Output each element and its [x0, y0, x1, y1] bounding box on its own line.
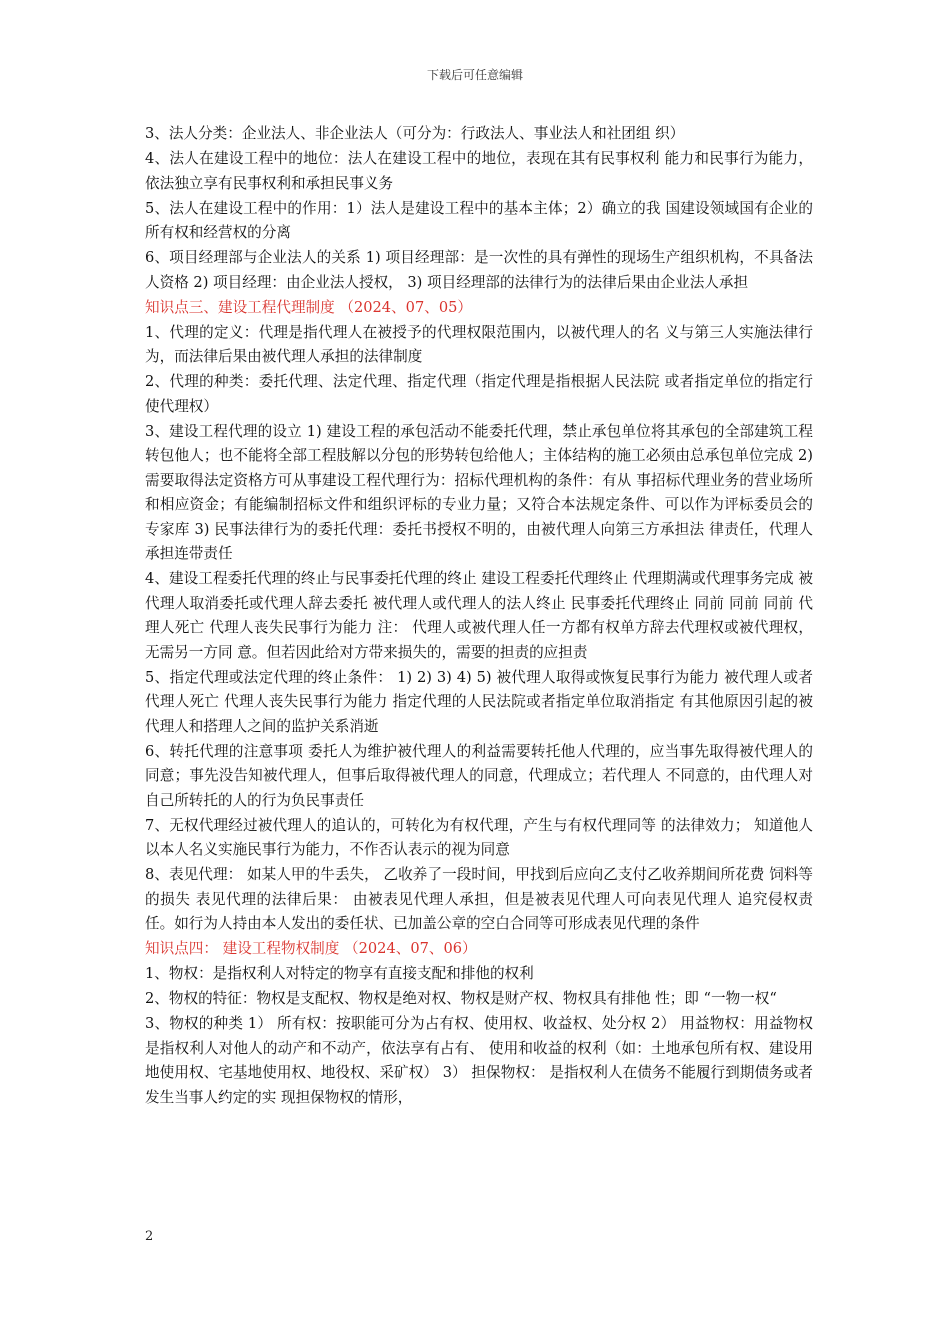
paragraph: 5、法人在建设工程中的作用：1）法人是建设工程中的基本主体；2）确立的我 国建设领域国有企业的所有权和经营权的分离 — [145, 199, 813, 241]
paragraph: 5、指定代理或法定代理的终止条件： 1) 2) 3) 4) 5) 被代理人取得或恢复民事行为能力 被代理人或者代理人死亡 代理人丧失民事行为能力 指定代理的人民法院或者指定单位取消指定 有其他原因引起的被代理人和搭理人之间的监护关系消逝 — [145, 668, 813, 735]
paragraph: 6、转托代理的注意事项 委托人为维护被代理人的利益需要转托他人代理的，应当事先取得被代理人的 同意；事先没告知被代理人，但事后取得被代理人的同意，代理成立；若代理人 不同意的，由代理人对自己所转托的人的行为负民事责任 — [145, 742, 813, 809]
page-header: 下载后可任意编辑 — [426, 68, 523, 82]
paragraph: 2、代理的种类：委托代理、法定代理、指定代理（指定代理是指根据人民法院 或者指定单位的指定行使代理权） — [145, 373, 813, 415]
section-heading: 知识点三、建设工程代理制度 （2024、07、05） — [145, 298, 473, 316]
document-body — [145, 122, 813, 1111]
paragraph: 1、代理的定义：代理是指代理人在被授予的代理权限范围内，以被代理人的名 义与第三人实施法律行为，而法律后果由被代理人承担的法律制度 — [145, 323, 813, 365]
paragraph: 3、法人分类：企业法人、非企业法人（可分为：行政法人、事业法人和社团组 织） — [145, 125, 685, 142]
paragraph: 3、建设工程代理的设立 1) 建设工程的承包活动不能委托代理，禁止承包单位将其承包的全部建筑工程转包他人；也不能将全部工程肢解以分包的形势转包给他人；主体结构的施工必须由总承包单位完成 2) 需要取得法定资格方可从事建设工程代理行为：招标代理机构的条件：有从 事招标代理业务的营业场所和相应资金；有能编制招标文件和组织评标的专业力量；又符合本法规定条件、可以作为评标委员会的专家库 3) 民事法律行为的委托代理：委托书授权不明的，由被代理人向第三方承担法 律责任，代理人承担连带责任 — [145, 422, 813, 562]
paragraph: 4、法人在建设工程中的地位：法人在建设工程中的地位，表现在其有民事权利 能力和民事行为能力，依法独立享有民事权利和承担民事义务 — [145, 150, 813, 192]
paragraph: 6、项目经理部与企业法人的关系 1) 项目经理部：是一次性的具有弹性的现场生产组织机构，不具备法人资格 2) 项目经理：由企业法人授权， 3) 项目经理部的法律行为的法律后果由企业法人承担 — [145, 249, 813, 291]
page-number: 2 — [145, 1229, 154, 1244]
paragraph: 7、无权代理经过被代理人的追认的，可转化为有权代理，产生与有权代理同等 的法律效力； 知道他人以本人名义实施民事行为能力，不作否认表示的视为同意 — [145, 816, 813, 858]
paragraph: 2、物权的特征：物权是支配权、物权是绝对权、物权是财产权、物权具有排他 性；即 “一物一权“ — [145, 990, 777, 1007]
paragraph: 1、物权：是指权利人对特定的物享有直接支配和排他的权利 — [145, 965, 534, 982]
paragraph: 3、物权的种类 1） 所有权：按职能可分为占有权、使用权、收益权、处分权 2） 用益物权：用益物权是指权利人对他人的动产和不动产，依法享有占有、 使用和收益的权利（如：土地承包所有权、建设用地使用权、宅基地使用权、地役权、采矿权） 3） 担保物权： 是指权利人在债务不能履行到期债务或者发生当事人约定的实 现担保物权的情形， — [145, 1015, 813, 1106]
paragraph: 8、表见代理： 如某人甲的牛丢失， 乙收养了一段时间，甲找到后应向乙支付乙收养期间所花费 饲料等的损失 表见代理的法律后果： 由被表见代理人承担，但是被表见代理人可向表见代理人 追究侵权责任。如行为人持由本人发出的委任状、已加盖公章的空白合同等可形成表见代理的条件 — [145, 866, 813, 932]
paragraph: 4、建设工程委托代理的终止与民事委托代理的终止 建设工程委托代理终止 代理期满或代理事务完成 被代理人取消委托或代理人辞去委托 被代理人或代理人的法人终止 民事委托代理终止 同前 同前 同前 代理人死亡 代理人丧失民事行为能力 注： 代理人或被代理人任一方都有权单方辞去代理权或被代理权，无需另一方同 意。但若因此给对方带来损失的，需要的担责的应担责 — [145, 570, 813, 661]
section-heading: 知识点四： 建设工程物权制度 （2024、07、06） — [145, 940, 477, 957]
